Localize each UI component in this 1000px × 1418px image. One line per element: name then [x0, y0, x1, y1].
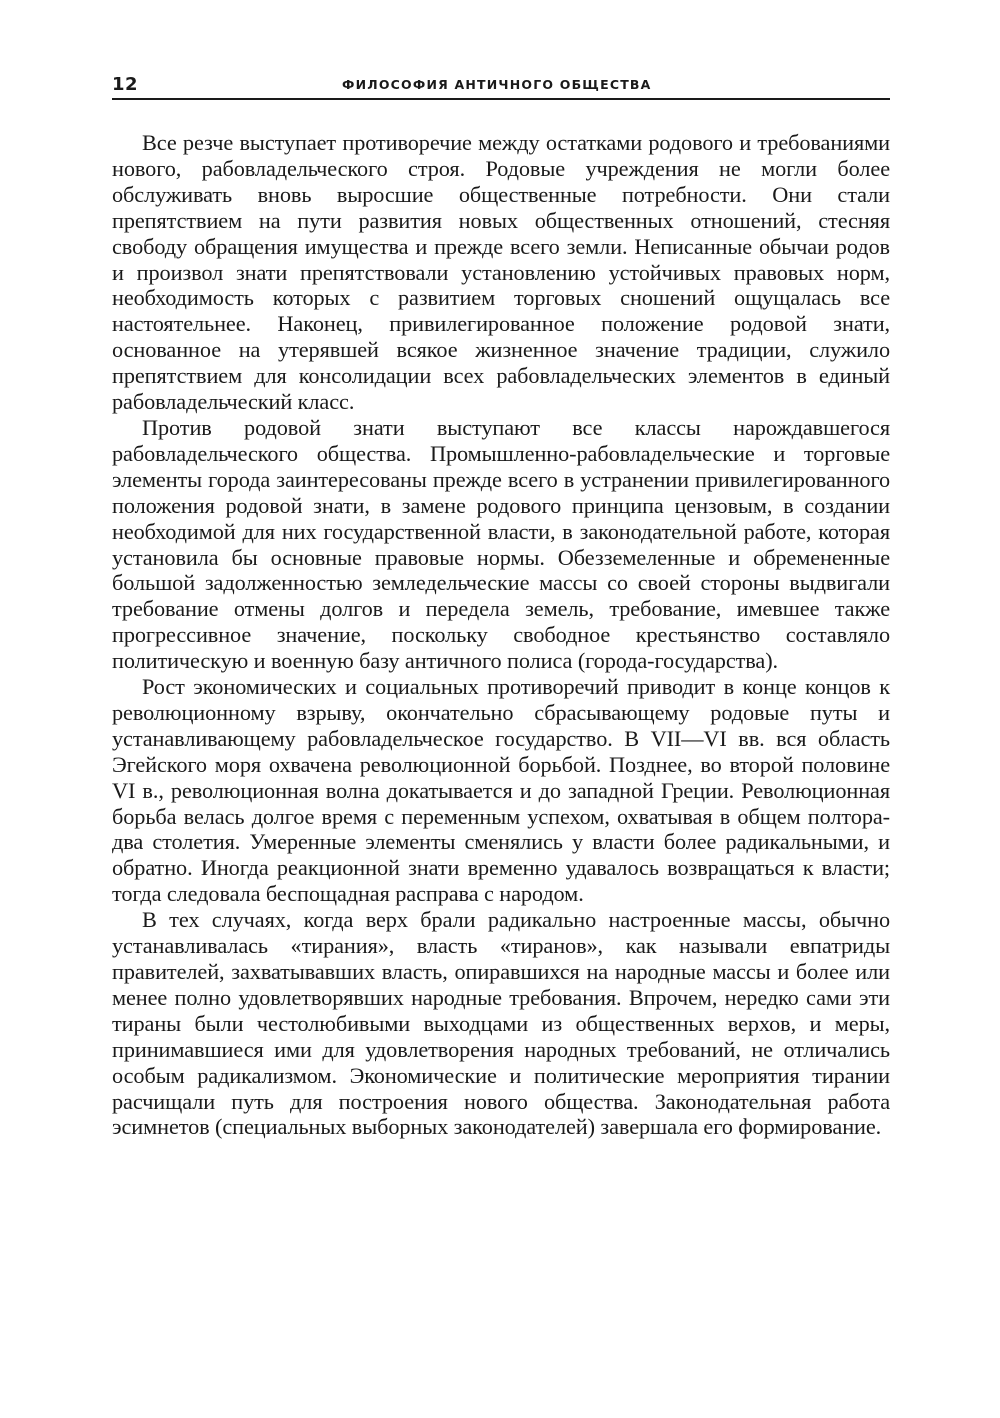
- page-number: 12: [112, 74, 139, 95]
- running-head: ФИЛОСОФИЯ АНТИЧНОГО ОБЩЕСТВА: [342, 77, 652, 92]
- paragraph-3: Рост экономических и социальных противоречий приводит в конце концов к революционному взрыву, окончательно сбрасывающему родовые путы и устанавливающему рабовладельческое государство. В VII—VI вв. вся область Эгейского моря охвачена революционной борьбой. Позднее, во второй половине VI в., революционная волна докатывается и до западной Греции. Революционная борьба велась долгое время с переменным успехом, охватывая в общем полтора-два столетия. Умеренные элементы сменялись у власти более радикальными, и обратно. Иногда реакционной знати временно удавалось возвращаться к власти; тогда следовала беспощадная расправа с народом.: [112, 674, 890, 907]
- header-rule: [112, 98, 890, 100]
- paragraph-1: Все резче выступает противоречие между остатками родового и требованиями нового, рабовладельческого строя. Родовые учреждения не могли более обслуживать вновь выросшие общественные потребности. Они стали препятствием на пути развития новых общественных отношений, стесняя свободу обращения имущества и прежде всего земли. Неписанные обычаи родов и произвол знати препятствовали установлению устойчивых правовых норм, необходимость которых с развитием торговых сношений ощущалась все настоятельнее. Наконец, привилегированное положение родовой знати, основанное на утерявшей всякое жизненное значение традиции, служило препятствием для консолидации всех рабовладельческих элементов в единый рабовладельческий класс.: [112, 130, 890, 415]
- paragraph-4: В тех случаях, когда верх брали радикально настроенные массы, обычно устанавливалась «тирания», власть «тиранов», как называли евпатриды правителей, захватывавших власть, опиравшихся на народные массы и более или менее полно удовлетворявших народные требования. Впрочем, нередко сами эти тираны были честолюбивыми выходцами из общественных верхов, и меры, принимавшиеся ими для удовлетворения народных требований, не отличались особым радикализмом. Экономические и политические мероприятия тирании расчищали путь для построения нового общества. Законодательная работа эсимнетов (специальных выборных законодателей) завершала его формирование.: [112, 907, 890, 1140]
- body-text: [112, 130, 890, 1140]
- paragraph-2: Против родовой знати выступают все классы нарождавшегося рабовладельческого общества. Промышленно-рабовладельческие и торговые элементы города заинтересованы прежде всего в устранении привилегированного положения родовой знати, в замене родового принципа цензовым, в создании необходимой для них государственной власти, в законодательной работе, которая установила бы основные правовые нормы. Обезземеленные и обремененные большой задолженностью земледельческие массы со своей стороны выдвигали требование отмены долгов и передела земель, требование, имевшее также прогрессивное значение, поскольку свободное крестьянство составляло политическую и военную базу античного полиса (города-государства).: [112, 414, 890, 674]
